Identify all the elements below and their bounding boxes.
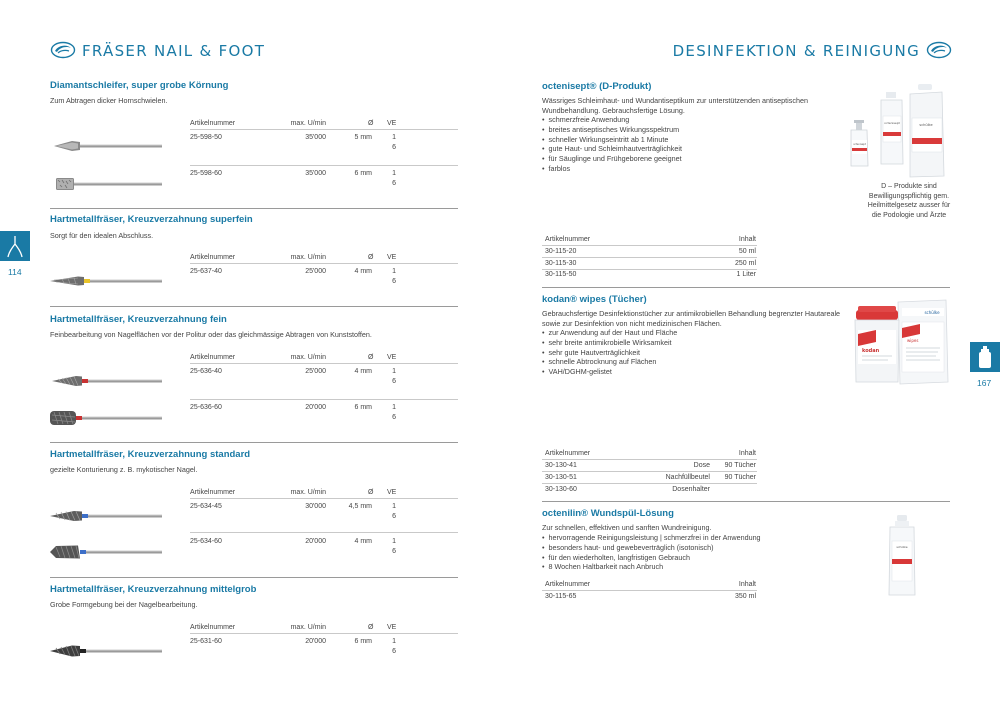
feature-item: • sehr gute Hautverträglichkeit: [542, 348, 677, 358]
product-title: Hartmetallfräser, Kreuzverzahnung mittelgrob: [50, 584, 257, 595]
divider: [542, 245, 757, 246]
article-number: 30-115-30: [545, 260, 577, 267]
product-subtitle: gezielte Konturierung z. B. mykotischer Nagel.: [50, 465, 198, 474]
divider: [190, 363, 458, 364]
article-number: 30-115-50: [545, 271, 577, 278]
feature-item: • gute Haut- und Schleimhautverträglichkeit: [542, 144, 682, 154]
article-number: 30-130-60: [545, 486, 577, 493]
column-header-rpm: max. U/min: [290, 489, 326, 496]
column-header-article: Artikelnummer: [545, 450, 591, 457]
ve-value: 1: [392, 538, 396, 545]
note-line: Bewilligungspflichtig gem.: [868, 192, 950, 200]
content-value: 350 ml: [734, 593, 756, 600]
column-header-rpm: max. U/min: [290, 354, 326, 361]
section-divider: [50, 442, 458, 443]
ve-value: 6: [392, 414, 396, 421]
diamond-bur-image: [52, 138, 164, 154]
section-divider: [50, 306, 458, 307]
rpm-value: 35'000: [305, 134, 326, 141]
column-header-article: Artikelnummer: [190, 489, 236, 496]
product-title: Hartmetallfräser, Kreuzverzahnung standard: [50, 449, 251, 460]
article-number: 25-631-60: [190, 638, 222, 645]
column-header-article: Artikelnummer: [545, 236, 591, 243]
divider: [190, 532, 458, 533]
feature-list: [542, 328, 677, 377]
divider: [542, 483, 757, 484]
package-type: Dosenhalter: [672, 486, 710, 493]
feature-item: • zur Anwendung auf der Haut und Fläche: [542, 328, 677, 338]
note-line: die Podologie und Ärzte: [871, 211, 947, 219]
feature-item: • sehr breite antimikrobielle Wirksamkeit: [542, 338, 677, 348]
ve-value: 1: [392, 638, 396, 645]
product-description: Zur schnellen, effektiven und sanften Wundreinigung.: [542, 523, 712, 532]
diameter-value: 4 mm: [354, 368, 372, 375]
right-header: [672, 40, 952, 62]
article-number: 30-115-20: [545, 248, 577, 255]
column-header-diameter: Ø: [368, 120, 374, 127]
divider: [190, 129, 458, 130]
column-header-ve: VE: [387, 489, 397, 496]
column-header-content: Inhalt: [738, 236, 756, 243]
product-description: Wässriges Schleimhaut- und Wundantiseptikum zur unterstützenden antiseptischen Wundbehandlung. Gebrauchsfertige Lösung.: [542, 96, 808, 115]
feature-item: • farblos: [542, 164, 682, 174]
divider: [542, 590, 757, 591]
swirl-logo-icon: [926, 41, 952, 59]
article-number: 25-636-60: [190, 404, 222, 411]
content-value: 1 Liter: [736, 271, 756, 278]
column-header-article: Artikelnummer: [190, 624, 236, 631]
feature-item: • schneller Wirkungseintritt ab 1 Minute: [542, 135, 682, 145]
feature-list: [542, 533, 761, 572]
left-page-title: FRÄSER NAIL & FOOT: [82, 42, 266, 60]
feature-item: • schnelle Abtrocknung auf Flächen: [542, 357, 677, 367]
carbide-cylinder-bur-red-image: [48, 409, 164, 427]
rpm-value: 30'000: [305, 503, 326, 510]
column-header-article: Artikelnummer: [545, 581, 591, 588]
ve-value: 1: [392, 134, 396, 141]
column-header-diameter: Ø: [368, 624, 374, 631]
column-header-diameter: Ø: [368, 254, 374, 261]
column-header-article: Artikelnummer: [190, 120, 236, 127]
divider: [542, 257, 757, 258]
image-label-kodan-wipes: wipes: [907, 338, 919, 343]
rpm-value: 20'000: [305, 538, 326, 545]
diameter-value: 4 mm: [354, 268, 372, 275]
diameter-value: 4 mm: [354, 538, 372, 545]
feature-item: • hervorragende Reinigungsleistung | schmerzfrei in der Anwendung: [542, 533, 761, 543]
nail-tool-icon: [0, 231, 30, 261]
ve-value: 6: [392, 648, 396, 655]
article-number: 30-115-65: [545, 593, 577, 600]
column-header-diameter: Ø: [368, 489, 374, 496]
feature-list: [542, 115, 682, 174]
product-subtitle: Zum Abtragen dicker Hornschwielen.: [50, 96, 168, 105]
ve-value: 1: [392, 404, 396, 411]
column-header-article: Artikelnummer: [190, 254, 236, 261]
divider: [190, 633, 458, 634]
note-line: D – Produkte sind: [881, 183, 937, 190]
section-divider: [542, 501, 950, 502]
ve-value: 1: [392, 170, 396, 177]
d-product-note: [846, 182, 972, 220]
left-header: [50, 40, 310, 62]
ve-value: 6: [392, 513, 396, 520]
article-number: 25-634-60: [190, 538, 222, 545]
article-number: 25-636-40: [190, 368, 222, 375]
column-header-rpm: max. U/min: [290, 624, 326, 631]
product-title: Diamantschleifer, super grobe Körnung: [50, 80, 229, 91]
feature-item: • 8 Wochen Haltbarkeit nach Anbruch: [542, 562, 761, 572]
left-side-tab: [0, 231, 30, 261]
carbide-bur-black-image: [48, 643, 164, 659]
right-page-number: 167: [977, 378, 992, 388]
divider: [542, 269, 757, 270]
product-title: octenisept® (D-Produkt): [542, 81, 652, 92]
carbide-bur-blue-large-image: [48, 543, 164, 561]
carbide-bur-yellow-image: [48, 273, 164, 289]
divider: [190, 399, 458, 400]
ve-value: 6: [392, 378, 396, 385]
article-number: 25-634-45: [190, 503, 222, 510]
column-header-content: Inhalt: [738, 581, 756, 588]
ve-value: 1: [392, 268, 396, 275]
column-header-article: Artikelnummer: [190, 354, 236, 361]
ve-value: 6: [392, 278, 396, 285]
article-number: 25-598-50: [190, 134, 222, 141]
product-description: Gebrauchsfertige Desinfektionstücher zur antimikrobiellen Behandlung begrenzter Hautareale sowie zur Desinfektion von nicht medizinischen Flächen.: [542, 309, 841, 328]
kodan-wipes-image: [850, 298, 950, 386]
product-title: Hartmetallfräser, Kreuzverzahnung superfein: [50, 214, 253, 225]
image-label-brand: schülke: [919, 123, 933, 127]
column-header-rpm: max. U/min: [290, 120, 326, 127]
product-subtitle: Grobe Formgebung bei der Nagelbearbeitung.: [50, 600, 198, 609]
ve-value: 6: [392, 144, 396, 151]
divider: [190, 263, 458, 264]
rpm-value: 20'000: [305, 638, 326, 645]
article-number: 30-130-51: [545, 474, 577, 481]
diameter-value: 5 mm: [354, 134, 372, 141]
ve-value: 1: [392, 368, 396, 375]
rpm-value: 25'000: [305, 268, 326, 275]
feature-item: • schmerzfreie Anwendung: [542, 115, 682, 125]
divider: [190, 165, 458, 166]
content-value: 50 ml: [738, 248, 756, 255]
article-number: 30-130-41: [545, 462, 577, 469]
rpm-value: 20'000: [305, 404, 326, 411]
product-subtitle: Sorgt für den idealen Abschluss.: [50, 231, 154, 240]
right-page-title: DESINFEKTION & REINIGUNG: [672, 42, 920, 60]
swirl-logo-icon: [50, 41, 76, 59]
rpm-value: 35'000: [305, 170, 326, 177]
diameter-value: 6 mm: [354, 404, 372, 411]
divider: [542, 471, 757, 472]
octenilin-bottle-image: [882, 513, 922, 597]
carbide-bur-blue-image: [48, 508, 164, 524]
section-divider: [542, 287, 950, 288]
carbide-bur-red-image: [50, 373, 164, 389]
feature-item: • für Säuglinge und Frühgeborene geeignet: [542, 154, 682, 164]
diamond-cylinder-bur-image: [52, 176, 164, 192]
content-value: 90 Tücher: [724, 474, 756, 481]
content-value: 90 Tücher: [724, 462, 756, 469]
divider: [542, 459, 757, 460]
image-label-brand: schülke: [924, 310, 940, 315]
image-label-brand: schülke: [896, 545, 908, 549]
product-title: kodan® wipes (Tücher): [542, 294, 647, 305]
content-value: 250 ml: [734, 260, 756, 267]
package-type: Nachfüllbeutel: [665, 474, 710, 481]
column-header-rpm: max. U/min: [290, 254, 326, 261]
diameter-value: 4,5 mm: [348, 503, 372, 510]
image-label-octenisept-small: octenisept: [853, 143, 866, 146]
column-header-content: Inhalt: [738, 450, 756, 457]
diameter-value: 6 mm: [354, 170, 372, 177]
feature-item: • VAH/DGHM-gelistet: [542, 367, 677, 377]
feature-item: • breites antiseptisches Wirkungsspektrum: [542, 125, 682, 135]
product-title: octenilin® Wundspül-Lösung: [542, 508, 674, 519]
section-divider: [50, 208, 458, 209]
left-page-number: 114: [8, 267, 22, 277]
article-number: 25-637-40: [190, 268, 222, 275]
product-subtitle: Feinbearbeitung von Nagelflächen vor der Politur oder das gleichmässige Abtragen von Kunststoffen.: [50, 330, 372, 339]
feature-item: • besonders haut- und gewebeverträglich (isotonisch): [542, 543, 761, 553]
column-header-ve: VE: [387, 254, 397, 261]
column-header-ve: VE: [387, 120, 397, 127]
section-divider: [50, 577, 458, 578]
column-header-diameter: Ø: [368, 354, 374, 361]
ve-value: 6: [392, 548, 396, 555]
octenisept-bottles-image: [848, 82, 968, 180]
diameter-value: 6 mm: [354, 638, 372, 645]
ve-value: 1: [392, 503, 396, 510]
package-type: Dose: [693, 462, 710, 469]
rpm-value: 25'000: [305, 368, 326, 375]
ve-value: 6: [392, 180, 396, 187]
right-side-tab: [970, 342, 1000, 372]
divider: [190, 498, 458, 499]
note-line: Heilmittelgesetz ausser für: [867, 202, 951, 209]
column-header-ve: VE: [387, 354, 397, 361]
product-title: Hartmetallfräser, Kreuzverzahnung fein: [50, 314, 227, 325]
image-label-kodan: kodan: [862, 348, 880, 354]
bottle-icon: [970, 342, 1000, 372]
column-header-ve: VE: [387, 624, 397, 631]
feature-item: • für den wiederholten, langfristigen Gebrauch: [542, 553, 761, 563]
image-label-octenisept-large: octenisept: [884, 121, 900, 125]
article-number: 25-598-60: [190, 170, 222, 177]
